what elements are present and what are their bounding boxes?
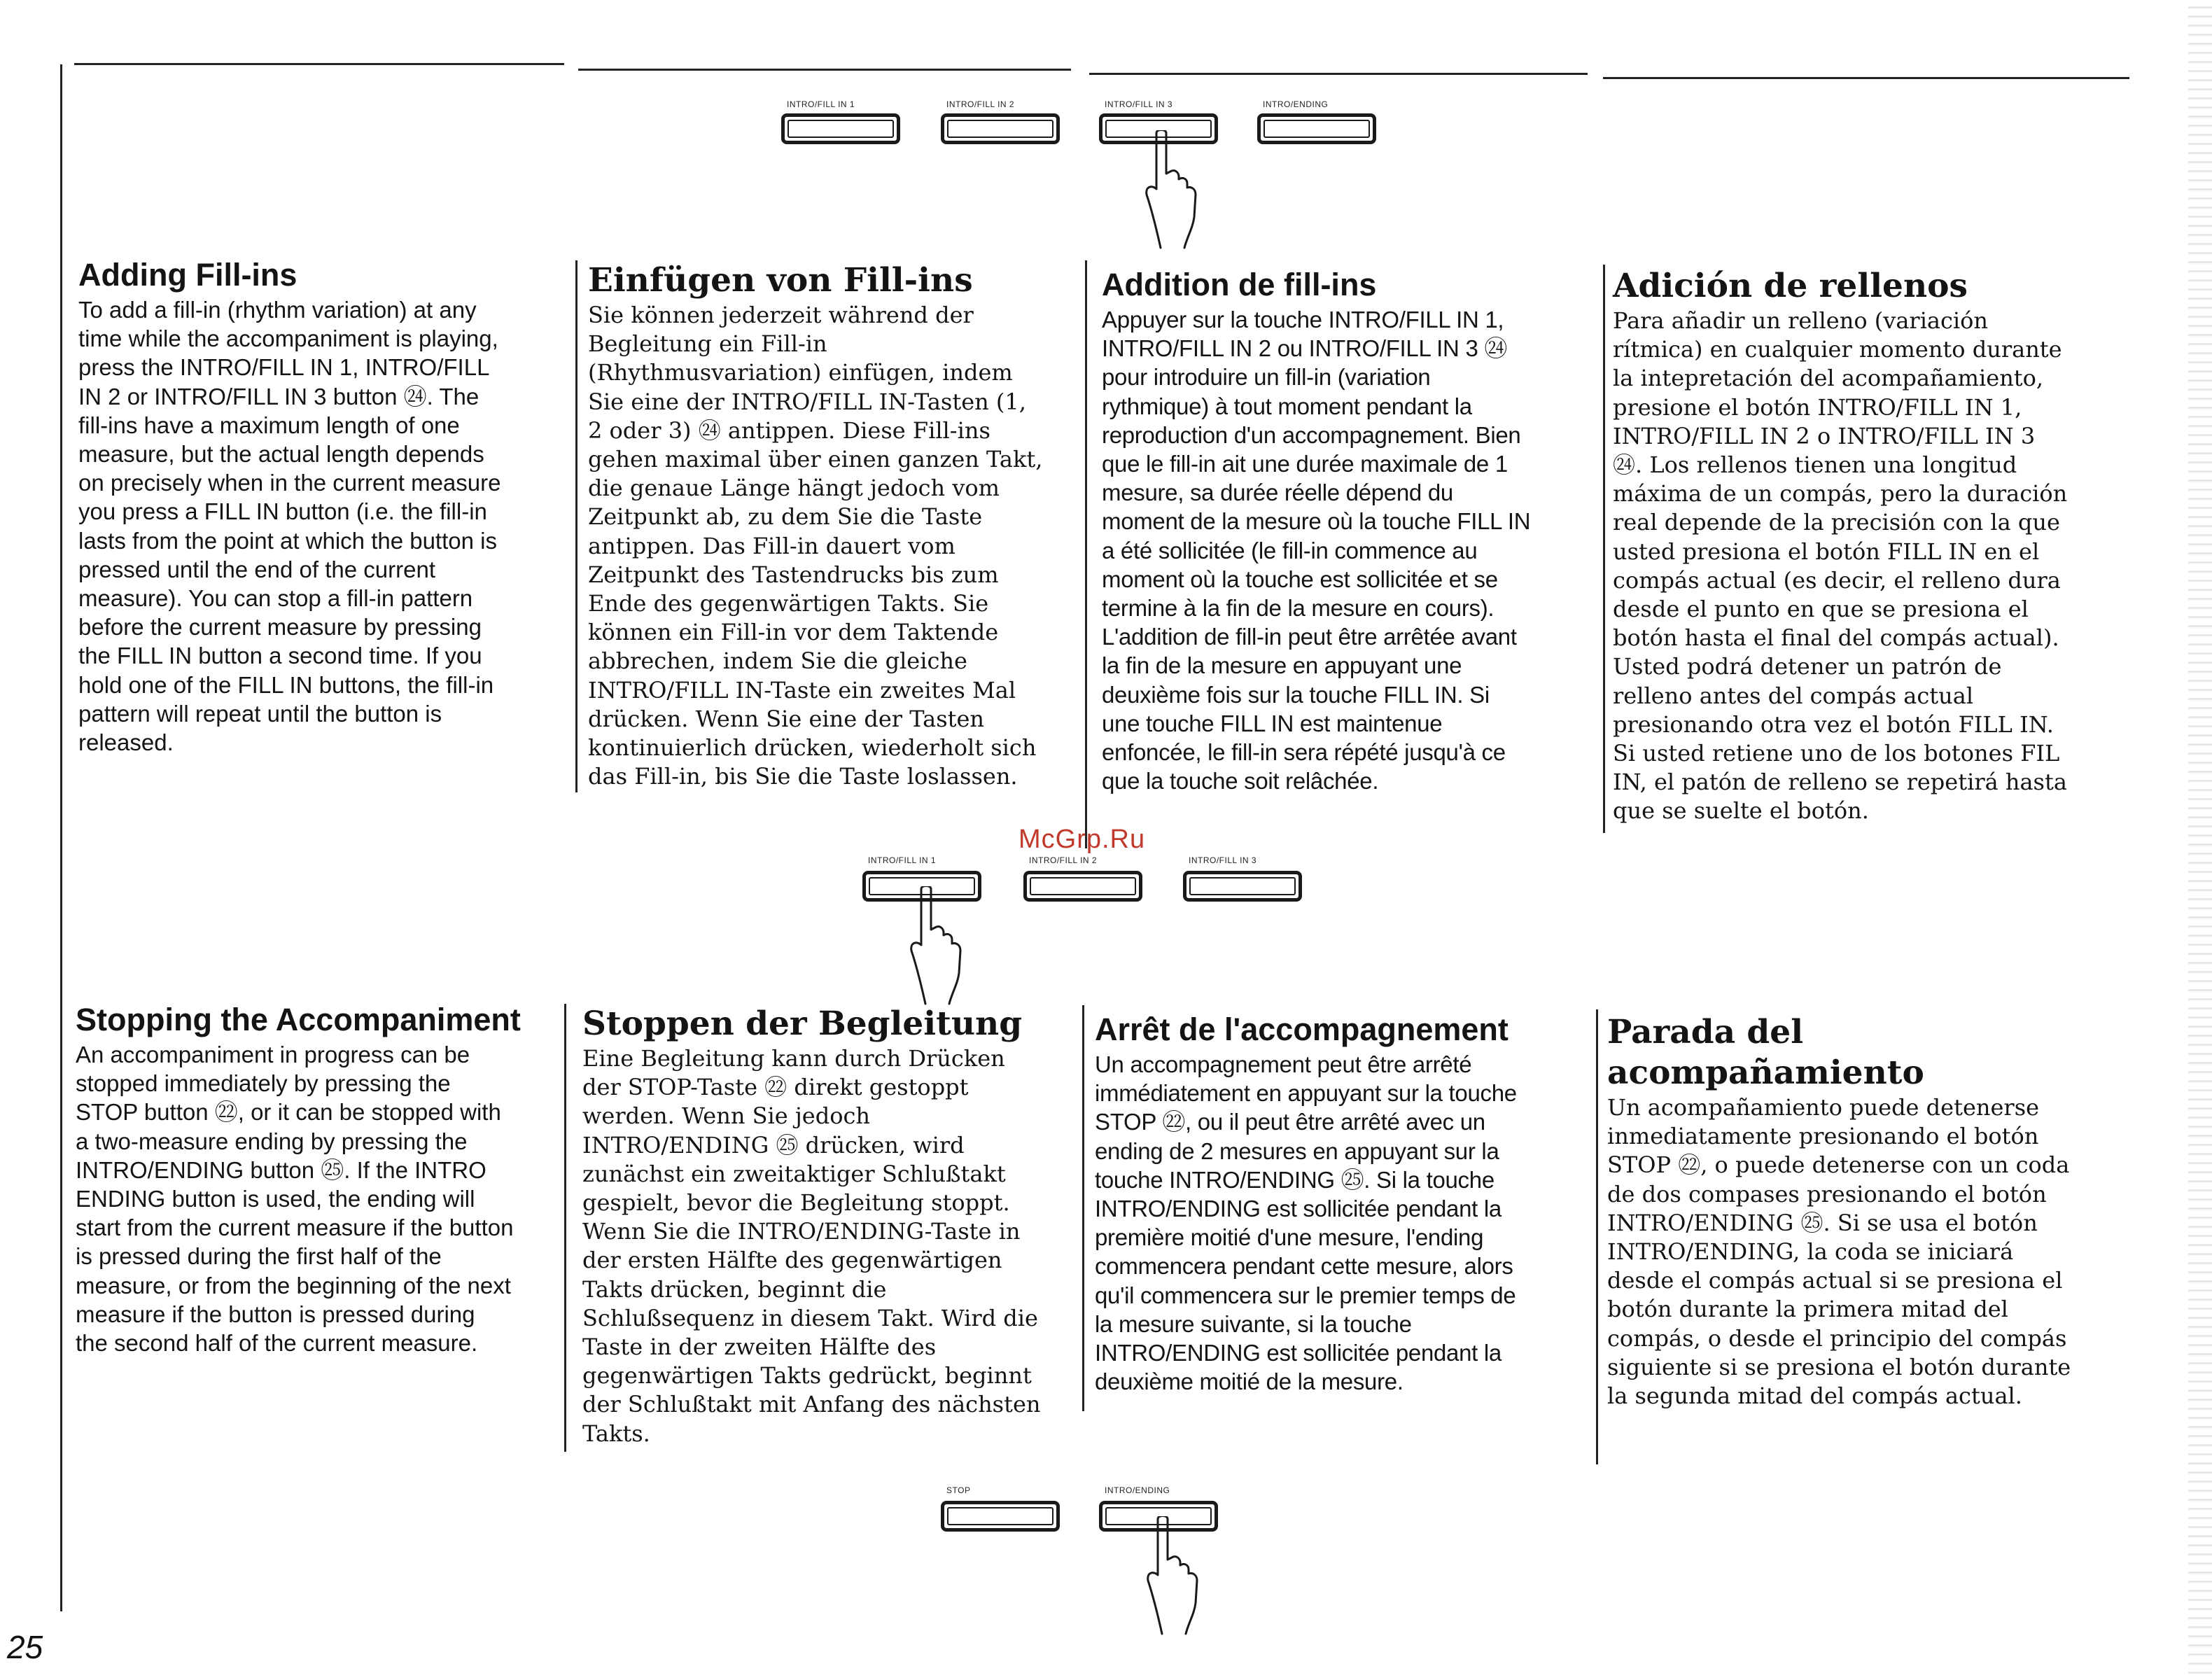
top-rule-col4: [1603, 77, 2129, 79]
left-margin-rule: [60, 64, 62, 1611]
divider-section2-col3: [1082, 1005, 1084, 1411]
top-rule-col3: [1089, 73, 1588, 75]
section-heading: Parada del acompañamiento: [1607, 1013, 1924, 1092]
stopping-english-column: [76, 1000, 566, 1357]
section-heading: Einfügen von Fill-ins: [588, 261, 973, 300]
intro-fill-in-2-button: [941, 113, 1060, 144]
intro-fill-in-3-button: [1183, 871, 1302, 902]
button-label: INTRO/FILL IN 2: [946, 99, 1015, 109]
fill-ins-english-column: [78, 255, 568, 757]
top-rule-col2: [578, 69, 1071, 71]
page-number: 25: [7, 1629, 43, 1665]
divider-section1-col4: [1603, 265, 1605, 833]
button-label: INTRO/FILL IN 1: [787, 99, 855, 109]
button-label: INTRO/FILL IN 3: [1189, 855, 1257, 865]
watermark: McGrp.Ru: [1018, 825, 1146, 854]
section-body: Para añadir un relleno (variación rítmica) en cualquier momento durante la intepretación del acompañamiento, presione el botón INTRO/FILL IN 1, INTRO/FILL IN 2 o INTRO/FILL IN 3 ㉔. Los rellenos tienen una longitud máxima de un compás, pero la duración real depende de la precisión con la que usted presiona el botón FILL IN en el compás actual (es decir, el relleno dura desde el punto en que se presiona el botón hasta el final del compás actual). Usted podrá detener un patrón de relleno antes del compás actual presionando otra vez el botón FILL IN. Si usted retiene uno de los botones FIL IN, el patón de relleno se repetirá hasta que se suelte el botón.: [1613, 307, 2068, 825]
intro-ending-button: [1257, 113, 1376, 144]
section-heading: Stoppen der Begleitung: [582, 1004, 1023, 1043]
scan-edge: [2188, 0, 2212, 1680]
section-heading: Arrêt de l'accompagnement: [1095, 1011, 1508, 1047]
fill-ins-spanish-column: [1613, 266, 2131, 826]
divider-section1-col2: [575, 260, 578, 792]
button-label: INTRO/FILL IN 2: [1029, 855, 1098, 865]
divider-section1-col3: [1085, 260, 1087, 848]
button-label: INTRO/FILL IN 3: [1105, 99, 1173, 109]
stopping-german-column: [582, 1004, 1072, 1448]
pressing-hand-icon: [900, 886, 963, 1005]
stopping-french-column: [1095, 1009, 1595, 1396]
section-body: To add a fill-in (rhythm variation) at any time while the accompaniment is playing, press the INTRO/FILL IN 1, INTRO/FILL IN 2 or INTRO/FILL IN 3 button ㉔. The fill-ins have a maximum length of one measure, but the actual length depends on precisely when in the current measure you press a FILL IN button (i.e. the fill-in lasts from the point at which the button is pressed until the end of the current measure). You can stop a fill-in pattern before the current measure by pressing the FILL IN button a second time. If you hold one of the FILL IN buttons, the fill-in pattern will repeat until the button is released.: [78, 297, 501, 756]
button-label: INTRO/ENDING: [1263, 99, 1329, 109]
section-body: An accompaniment in progress can be stopped immediately by pressing the STOP button ㉒, or it can be stopped with a two-measure ending by pressing the INTRO/ENDING button ㉕. If the INTRO ENDING button is used, the ending will start from the current measure if the button is pressed during the first half of the measure, or from the beginning of the next measure if the button is pressed during the second half of the current measure.: [76, 1042, 514, 1357]
intro-fill-in-2-button: [1023, 871, 1142, 902]
section-body: Eine Begleitung kann durch Drücken der STOP-Taste ㉒ direkt gestoppt werden. Wenn Sie jedoch INTRO/ENDING ㉕ drücken, wird zunächst ein zweitaktiger Schlußtakt gespielt, bevor die Begleitung stoppt. Wenn Sie die INTRO/ENDING-Taste in der ersten Hälfte des gegenwärtigen Takts drücken, beginnt die Schlußsequenz in diesem Takt. Wird die Taste in der zweiten Hälfte des gegenwärtigen Takts gedrückt, beginnt der Schlußtakt mit Anfang des nächsten Takts.: [582, 1045, 1041, 1447]
fill-ins-french-column: [1102, 265, 1597, 795]
section-body: Un acompañamiento puede detenerse inmediatamente presionando el botón STOP ㉒, o puede detenerse con un coda de dos compases presionando el botón INTRO/ENDING ㉕. Si se usa el botón INTRO/ENDING, la coda se iniciará desde el compás actual si se presiona el botón durante la primera mitad del compás, o desde el principio del compás siguiente si se presiona el botón durante la segunda mitad del compás actual.: [1607, 1094, 2071, 1410]
section-body: Appuyer sur la touche INTRO/FILL IN 1, INTRO/FILL IN 2 ou INTRO/FILL IN 3 ㉔ pour introduire un fill-in (variation rythmique) à tout moment pendant la reproduction d'un accompagnement. Bien que le fill-in ait une durée maximale de 1 mesure, sa durée réelle dépend du moment de la mesure où la touche FILL IN a été sollicitée (le fill-in commence au moment où la touche est sollicitée et se termine à la fin de la mesure en cours). L'addition de fill-in peut être arrêtée avant la fin de la mesure en appuyant une deuxième fois sur la touche FILL IN. Si une touche FILL IN est maintenue enfoncée, le fill-in sera répété jusqu'à ce que la touche soit relâchée.: [1102, 307, 1531, 794]
button-label: INTRO/ENDING: [1105, 1485, 1170, 1495]
intro-fill-in-1-button: [781, 113, 900, 144]
section-body: Sie können jederzeit während der Begleitung ein Fill-in (Rhythmusvariation) einfügen, indem Sie eine der INTRO/FILL IN-Tasten (1, 2 oder 3) ㉔ antippen. Diese Fill-ins gehen maximal über einen ganzen Takt, die genaue Länge hängt jedoch vom Zeitpunkt ab, zu dem Sie die Taste antippen. Das Fill-in dauert vom Zeitpunkt des Tastendrucks bis zum Ende des gegenwärtigen Takts. Sie können ein Fill-in vor dem Taktende abbrechen, indem Sie die gleiche INTRO/FILL IN-Taste ein zweites Mal drücken. Wenn Sie eine der Tasten kontinuierlich drücken, wiederholt sich das Fill-in, bis Sie die Taste loslassen.: [588, 302, 1043, 790]
top-rule-col1: [74, 63, 564, 65]
section-heading: Adición de rellenos: [1613, 267, 1968, 305]
section-body: Un accompagnement peut être arrêté immédiatement en appuyant sur la touche STOP ㉒, ou il peut être arrêté avec un ending de 2 mesures en appuyant sur la touche INTRO/ENDING ㉕. Si la touche INTRO/ENDING est sollicitée pendant la première moitié d'une mesure, l'ending commencera pendant cette mesure, alors qu'il commencera sur le premier temps de la mesure suivante, si la touche INTRO/ENDING est sollicitée pendant la deuxième moitié de la mesure.: [1095, 1051, 1517, 1395]
stop-button: [941, 1501, 1060, 1532]
divider-section2-col4: [1596, 1009, 1598, 1464]
button-label: STOP: [946, 1485, 971, 1495]
section-heading: Stopping the Accompaniment: [76, 1002, 521, 1037]
button-label: INTRO/FILL IN 1: [868, 855, 937, 865]
section-heading: Adding Fill-ins: [78, 257, 298, 293]
pressing-hand-icon: [1137, 1516, 1200, 1635]
stopping-spanish-column: [1607, 1012, 2132, 1410]
fill-ins-german-column: [588, 260, 1078, 791]
section-heading: Addition de fill-ins: [1102, 267, 1377, 302]
pressing-hand-icon: [1135, 130, 1198, 249]
